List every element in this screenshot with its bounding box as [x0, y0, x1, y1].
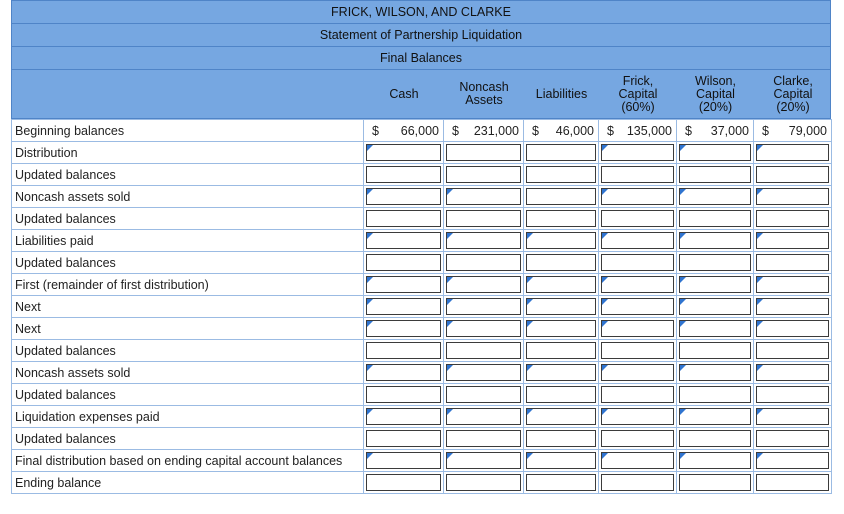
cash-cell — [364, 142, 444, 164]
liabilities-cell — [524, 472, 599, 494]
cash-input[interactable] — [366, 320, 441, 337]
wilson-capital-input[interactable] — [679, 232, 751, 249]
clarke-capital-input[interactable] — [756, 254, 829, 271]
noncash-assets-input[interactable] — [446, 430, 521, 447]
frick-capital-cell — [599, 318, 677, 340]
clarke-capital-input[interactable] — [756, 276, 829, 293]
wilson-capital-input[interactable] — [679, 254, 751, 271]
column-header-text: Cash — [389, 86, 419, 101]
cash-cell — [364, 252, 444, 274]
frick-capital-input[interactable] — [601, 320, 674, 337]
clarke-capital-input[interactable] — [756, 408, 829, 425]
noncash-assets-cell — [444, 472, 524, 494]
noncash-assets-value: $ 231,000 — [444, 120, 524, 142]
row-label: Updated balances — [12, 164, 364, 186]
row-label: Next — [12, 296, 364, 318]
noncash-assets-cell — [444, 230, 524, 252]
wilson-capital-cell — [677, 362, 754, 384]
statement-row — [12, 450, 832, 472]
wilson-capital-input[interactable] — [679, 298, 751, 315]
statement-table — [11, 119, 832, 494]
liquidation-statement — [11, 0, 831, 494]
wilson-capital-cell — [677, 186, 754, 208]
clarke-capital-input[interactable] — [756, 474, 829, 491]
liabilities-value: $ 46,000 — [524, 120, 599, 142]
cash-cell — [364, 472, 444, 494]
row-label: Updated balances — [12, 384, 364, 406]
liabilities-input[interactable] — [526, 342, 596, 359]
liabilities-input[interactable] — [526, 144, 596, 161]
cash-input[interactable] — [366, 364, 441, 381]
statement-row — [12, 208, 832, 230]
frick-capital-cell — [599, 274, 677, 296]
liabilities-input[interactable] — [526, 210, 596, 227]
wilson-capital-cell — [677, 230, 754, 252]
cash-input[interactable] — [366, 408, 441, 425]
clarke-capital-cell — [754, 296, 832, 318]
wilson-capital-cell — [677, 472, 754, 494]
liabilities-input[interactable] — [526, 166, 596, 183]
frick-capital-cell — [599, 164, 677, 186]
frick-capital-cell — [599, 142, 677, 164]
wilson-capital-input[interactable] — [679, 210, 751, 227]
column-header-row — [11, 69, 831, 119]
row-label: Updated balances — [12, 428, 364, 450]
row-label: Ending balance — [12, 472, 364, 494]
wilson-capital-cell — [677, 340, 754, 362]
beginning-balances-row — [12, 120, 832, 142]
liabilities-cell — [524, 384, 599, 406]
wilson-capital-cell — [677, 450, 754, 472]
noncash-assets-cell — [444, 428, 524, 450]
column-header-text: Capital — [618, 86, 658, 101]
statement-row — [12, 252, 832, 274]
liabilities-input[interactable] — [526, 474, 596, 491]
frick-capital-input[interactable] — [601, 144, 674, 161]
frick-capital-input[interactable] — [601, 276, 674, 293]
cash-input[interactable] — [366, 188, 441, 205]
liabilities-input[interactable] — [526, 188, 596, 205]
clarke-capital-input[interactable] — [756, 188, 829, 205]
liabilities-cell — [524, 318, 599, 340]
frick-capital-input[interactable] — [601, 430, 674, 447]
liabilities-input[interactable] — [526, 254, 596, 271]
column-header-wilson-capital — [677, 70, 754, 118]
statement-row — [12, 472, 832, 494]
noncash-assets-input[interactable] — [446, 188, 521, 205]
clarke-capital-cell — [754, 340, 832, 362]
cash-input[interactable] — [366, 210, 441, 227]
liabilities-cell — [524, 340, 599, 362]
clarke-capital-input[interactable] — [756, 144, 829, 161]
statement-row — [12, 230, 832, 252]
noncash-assets-cell — [444, 296, 524, 318]
cash-value: $ 66,000 — [364, 120, 444, 142]
cash-input[interactable] — [366, 276, 441, 293]
frick-capital-input[interactable] — [601, 408, 674, 425]
liabilities-cell — [524, 362, 599, 384]
cash-input[interactable] — [366, 342, 441, 359]
row-label: Final distribution based on ending capital account balances — [12, 450, 364, 472]
column-header-text: (20%) — [698, 99, 733, 114]
row-label: Beginning balances — [12, 120, 364, 142]
noncash-assets-cell — [444, 252, 524, 274]
liabilities-input[interactable] — [526, 430, 596, 447]
cash-cell — [364, 296, 444, 318]
wilson-capital-cell — [677, 318, 754, 340]
wilson-capital-cell — [677, 296, 754, 318]
wilson-capital-input[interactable] — [679, 320, 751, 337]
clarke-capital-cell — [754, 406, 832, 428]
frick-capital-input[interactable] — [601, 166, 674, 183]
liabilities-cell — [524, 186, 599, 208]
clarke-capital-input[interactable] — [756, 386, 829, 403]
clarke-capital-cell — [754, 142, 832, 164]
cash-cell — [364, 450, 444, 472]
liabilities-cell — [524, 208, 599, 230]
statement-row — [12, 340, 832, 362]
clarke-capital-cell — [754, 362, 832, 384]
row-label: Liquidation expenses paid — [12, 406, 364, 428]
frick-capital-cell — [599, 362, 677, 384]
wilson-capital-cell — [677, 252, 754, 274]
clarke-capital-value: $ 79,000 — [754, 120, 832, 142]
wilson-capital-input[interactable] — [679, 144, 751, 161]
cash-cell — [364, 230, 444, 252]
clarke-capital-cell — [754, 318, 832, 340]
liabilities-input[interactable] — [526, 452, 596, 469]
clarke-capital-cell — [754, 384, 832, 406]
company-title: FRICK, WILSON, AND CLARKE — [11, 0, 831, 23]
liabilities-input[interactable] — [526, 298, 596, 315]
liabilities-cell — [524, 252, 599, 274]
frick-capital-value: $ 135,000 — [599, 120, 677, 142]
liabilities-cell — [524, 164, 599, 186]
frick-capital-input[interactable] — [601, 386, 674, 403]
frick-capital-cell — [599, 450, 677, 472]
noncash-assets-input[interactable] — [446, 144, 521, 161]
noncash-assets-cell — [444, 186, 524, 208]
noncash-assets-cell — [444, 340, 524, 362]
noncash-assets-input[interactable] — [446, 474, 521, 491]
clarke-capital-cell — [754, 450, 832, 472]
column-header-text: Capital — [696, 86, 735, 101]
statement-row — [12, 362, 832, 384]
wilson-capital-cell — [677, 164, 754, 186]
cash-cell — [364, 362, 444, 384]
liabilities-input[interactable] — [526, 232, 596, 249]
frick-capital-cell — [599, 428, 677, 450]
liabilities-input[interactable] — [526, 320, 596, 337]
wilson-capital-input[interactable] — [679, 386, 751, 403]
noncash-assets-cell — [444, 274, 524, 296]
clarke-capital-input[interactable] — [756, 210, 829, 227]
row-label: Next — [12, 318, 364, 340]
noncash-assets-cell — [444, 406, 524, 428]
liabilities-input[interactable] — [526, 386, 596, 403]
column-header-text: Frick, — [622, 73, 654, 88]
wilson-capital-cell — [677, 274, 754, 296]
column-header-text: Noncash — [459, 80, 509, 94]
statement-row — [12, 296, 832, 318]
row-label: Distribution — [12, 142, 364, 164]
column-header-liabilities — [524, 70, 599, 118]
frick-capital-input[interactable] — [601, 342, 674, 359]
noncash-assets-input[interactable] — [446, 408, 521, 425]
column-header-text: Assets — [465, 93, 503, 107]
wilson-capital-input[interactable] — [679, 276, 751, 293]
statement-subtitle: Final Balances — [11, 46, 831, 69]
wilson-capital-input[interactable] — [679, 188, 751, 205]
cash-input[interactable] — [366, 144, 441, 161]
clarke-capital-cell — [754, 252, 832, 274]
frick-capital-cell — [599, 406, 677, 428]
column-header-text: (20%) — [776, 99, 810, 114]
row-label: Liabilities paid — [12, 230, 364, 252]
wilson-capital-cell — [677, 208, 754, 230]
noncash-assets-input[interactable] — [446, 254, 521, 271]
statement-row — [12, 384, 832, 406]
statement-row — [12, 186, 832, 208]
cash-input[interactable] — [366, 166, 441, 183]
column-header-cash — [364, 70, 444, 118]
clarke-capital-cell — [754, 472, 832, 494]
liabilities-input[interactable] — [526, 408, 596, 425]
column-header-text: (60%) — [621, 99, 655, 114]
wilson-capital-cell — [677, 142, 754, 164]
cash-input[interactable] — [366, 430, 441, 447]
noncash-assets-cell — [444, 142, 524, 164]
wilson-capital-input[interactable] — [679, 452, 751, 469]
noncash-assets-input[interactable] — [446, 166, 521, 183]
liabilities-cell — [524, 296, 599, 318]
clarke-capital-input[interactable] — [756, 452, 829, 469]
wilson-capital-cell — [677, 428, 754, 450]
clarke-capital-input[interactable] — [756, 232, 829, 249]
noncash-assets-input[interactable] — [446, 276, 521, 293]
wilson-capital-input[interactable] — [679, 364, 751, 381]
frick-capital-cell — [599, 472, 677, 494]
cash-cell — [364, 274, 444, 296]
cash-input[interactable] — [366, 232, 441, 249]
frick-capital-input[interactable] — [601, 298, 674, 315]
clarke-capital-cell — [754, 186, 832, 208]
wilson-capital-input[interactable] — [679, 474, 751, 491]
liabilities-cell — [524, 274, 599, 296]
statement-title: Statement of Partnership Liquidation — [11, 23, 831, 46]
frick-capital-cell — [599, 230, 677, 252]
header-label-cell — [12, 70, 364, 118]
frick-capital-input[interactable] — [601, 210, 674, 227]
noncash-assets-input[interactable] — [446, 452, 521, 469]
row-label: Updated balances — [12, 208, 364, 230]
clarke-capital-cell — [754, 208, 832, 230]
frick-capital-input[interactable] — [601, 188, 674, 205]
statement-row — [12, 428, 832, 450]
cash-cell — [364, 186, 444, 208]
noncash-assets-input[interactable] — [446, 386, 521, 403]
statement-row — [12, 164, 832, 186]
cash-input[interactable] — [366, 298, 441, 315]
cash-input[interactable] — [366, 474, 441, 491]
noncash-assets-cell — [444, 384, 524, 406]
statement-row — [12, 406, 832, 428]
statement-row — [12, 318, 832, 340]
liabilities-cell — [524, 230, 599, 252]
cash-cell — [364, 384, 444, 406]
wilson-capital-input[interactable] — [679, 430, 751, 447]
liabilities-cell — [524, 406, 599, 428]
statement-row — [12, 142, 832, 164]
frick-capital-cell — [599, 252, 677, 274]
liabilities-cell — [524, 428, 599, 450]
cash-cell — [364, 318, 444, 340]
column-header-clarke-capital — [754, 70, 832, 118]
frick-capital-input[interactable] — [601, 474, 674, 491]
cash-cell — [364, 340, 444, 362]
liabilities-input[interactable] — [526, 364, 596, 381]
row-label: Updated balances — [12, 252, 364, 274]
clarke-capital-input[interactable] — [756, 342, 829, 359]
liabilities-input[interactable] — [526, 276, 596, 293]
clarke-capital-cell — [754, 230, 832, 252]
cash-input[interactable] — [366, 254, 441, 271]
column-header-text: Clarke, — [773, 73, 813, 88]
noncash-assets-cell — [444, 362, 524, 384]
frick-capital-cell — [599, 340, 677, 362]
clarke-capital-input[interactable] — [756, 430, 829, 447]
frick-capital-input[interactable] — [601, 364, 674, 381]
noncash-assets-input[interactable] — [446, 232, 521, 249]
frick-capital-cell — [599, 384, 677, 406]
cash-cell — [364, 164, 444, 186]
row-label: Noncash assets sold — [12, 362, 364, 384]
frick-capital-input[interactable] — [601, 452, 674, 469]
cash-cell — [364, 428, 444, 450]
cash-cell — [364, 208, 444, 230]
liabilities-cell — [524, 450, 599, 472]
frick-capital-cell — [599, 186, 677, 208]
wilson-capital-input[interactable] — [679, 342, 751, 359]
liabilities-cell — [524, 142, 599, 164]
noncash-assets-cell — [444, 208, 524, 230]
clarke-capital-input[interactable] — [756, 320, 829, 337]
wilson-capital-input[interactable] — [679, 166, 751, 183]
column-header-text: Wilson, — [695, 73, 736, 88]
clarke-capital-input[interactable] — [756, 364, 829, 381]
cash-input[interactable] — [366, 452, 441, 469]
column-header-noncash-assets — [444, 70, 524, 118]
noncash-assets-input[interactable] — [446, 298, 521, 315]
noncash-assets-input[interactable] — [446, 320, 521, 337]
cash-input[interactable] — [366, 386, 441, 403]
noncash-assets-cell — [444, 450, 524, 472]
wilson-capital-cell — [677, 406, 754, 428]
column-header-text: Liabilities — [535, 86, 588, 101]
frick-capital-input[interactable] — [601, 232, 674, 249]
frick-capital-cell — [599, 208, 677, 230]
noncash-assets-cell — [444, 164, 524, 186]
wilson-capital-cell — [677, 384, 754, 406]
noncash-assets-cell — [444, 318, 524, 340]
noncash-assets-input[interactable] — [446, 364, 521, 381]
clarke-capital-input[interactable] — [756, 298, 829, 315]
row-label: Noncash assets sold — [12, 186, 364, 208]
noncash-assets-input[interactable] — [446, 210, 521, 227]
row-label: First (remainder of first distribution) — [12, 274, 364, 296]
column-header-text: Capital — [773, 86, 813, 101]
cash-cell — [364, 406, 444, 428]
statement-row — [12, 274, 832, 296]
wilson-capital-value: $ 37,000 — [677, 120, 754, 142]
clarke-capital-cell — [754, 164, 832, 186]
row-label: Updated balances — [12, 340, 364, 362]
column-header-frick-capital — [599, 70, 677, 118]
frick-capital-input[interactable] — [601, 254, 674, 271]
noncash-assets-input[interactable] — [446, 342, 521, 359]
frick-capital-cell — [599, 296, 677, 318]
clarke-capital-cell — [754, 428, 832, 450]
wilson-capital-input[interactable] — [679, 408, 751, 425]
clarke-capital-cell — [754, 274, 832, 296]
clarke-capital-input[interactable] — [756, 166, 829, 183]
